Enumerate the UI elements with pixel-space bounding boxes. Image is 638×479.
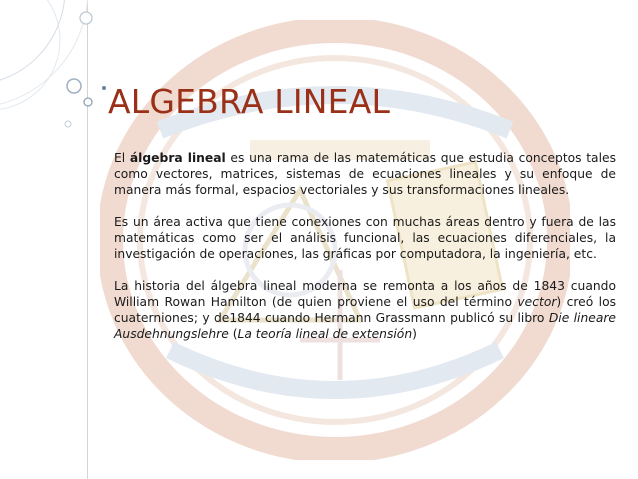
slide-body — [114, 150, 616, 358]
paragraph-history: La historia del álgebra lineal moderna se remonta a los años de 1843 cuando William Rowan Hamilton (de quien proviene el uso del término vector) creó los cuaterniones; y de1844 cuando Hermann Grassmann publicó su libro Die lineare Ausdehnungslehre (La teoría lineal de extensión) — [114, 279, 616, 341]
paragraph-connections: Es un área activa que tiene conexiones con muchas áreas dentro y fuera de las matemáticas como ser el análisis funcional, las ecuaciones diferenciales, la investigación de operaciones, las gráficas por computadora, la ingeniería, etc. — [114, 215, 616, 261]
slide-title: ALGEBRA LINEAL — [108, 82, 391, 121]
paragraph-definition: El álgebra lineal es una rama de las matemáticas que estudia conceptos tales como vectores, matrices, sistemas de ecuaciones lineales y su enfoque de manera más formal, espacios vectoriales y sus transformaciones lineales. — [114, 151, 616, 197]
